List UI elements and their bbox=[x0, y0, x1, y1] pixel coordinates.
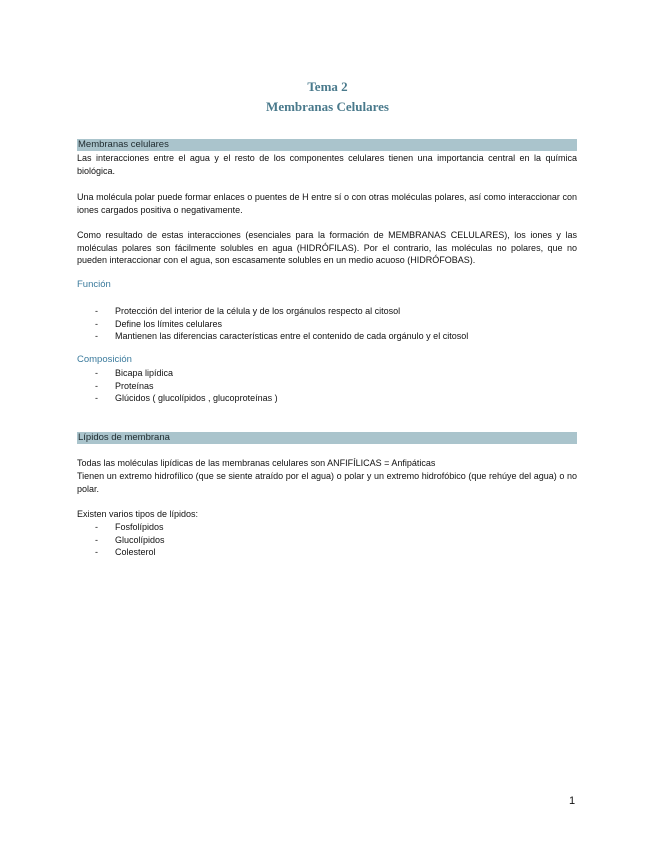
list-item: - Bicapa lipídica bbox=[95, 368, 174, 378]
section-heading-lipidos: Lípidos de membrana bbox=[77, 432, 577, 444]
list-item: - Fosfolípidos bbox=[95, 522, 164, 532]
list-item: - Colesterol bbox=[95, 547, 156, 557]
paragraph-polar: Una molécula polar puede formar enlaces o puentes de H entre sí o con otras moléculas polares, así como interaccionar con iones cargados positiva o negativamente. bbox=[77, 192, 577, 215]
tipos-list bbox=[77, 521, 165, 559]
subheading-funcion: Función bbox=[77, 279, 111, 290]
list-item: - Define los límites celulares bbox=[95, 318, 223, 329]
paragraph-tipos-intro: Existen varios tipos de lípidos: bbox=[77, 509, 199, 519]
subheading-composicion: Composición bbox=[77, 354, 132, 365]
document-subtitle: Membranas Celulares bbox=[266, 99, 389, 114]
document-title: Tema 2 bbox=[307, 79, 348, 94]
paragraph-anfifilicas: Todas las moléculas lipídicas de las membranas celulares son ANFIFÍLICAS = Anfipáticas bbox=[77, 458, 436, 468]
list-item: - Proteínas bbox=[95, 380, 154, 391]
list-item: - Glucolípidos bbox=[95, 534, 165, 545]
paragraph-intro: Las interacciones entre el agua y el resto de los componentes celulares tienen una importancia central en la química biológica. bbox=[77, 153, 577, 176]
list-item: - Protección del interior de la célula y de los orgánulos respecto al citosol bbox=[95, 306, 401, 316]
page-number: 1 bbox=[569, 795, 576, 807]
composicion-list bbox=[77, 367, 278, 405]
funcion-list bbox=[77, 305, 468, 343]
section-heading-membranas: Membranas celulares bbox=[77, 139, 577, 151]
list-item: - Glúcidos ( glucolípidos , glucoproteínas ) bbox=[95, 393, 278, 403]
paragraph-extremos: Tienen un extremo hidrofílico (que se siente atraído por el agua) o polar y un extremo hidrofóbico (que rehúye del agua) o no polar. bbox=[77, 471, 577, 494]
paragraph-resultado: Como resultado de estas interacciones (esenciales para la formación de MEMBRANAS CELULARES), los iones y las moléculas polares son fácilmente solubles en agua (HIDRÓFILAS). Por el contrario, las moléculas no polares, que no pueden interaccionar con el agua, son escasamente solubles en un medio acuoso (HIDRÓFOBAS). bbox=[77, 230, 577, 265]
list-item: - Mantienen las diferencias características entre el contenido de cada orgánulo y el citosol bbox=[95, 331, 469, 341]
